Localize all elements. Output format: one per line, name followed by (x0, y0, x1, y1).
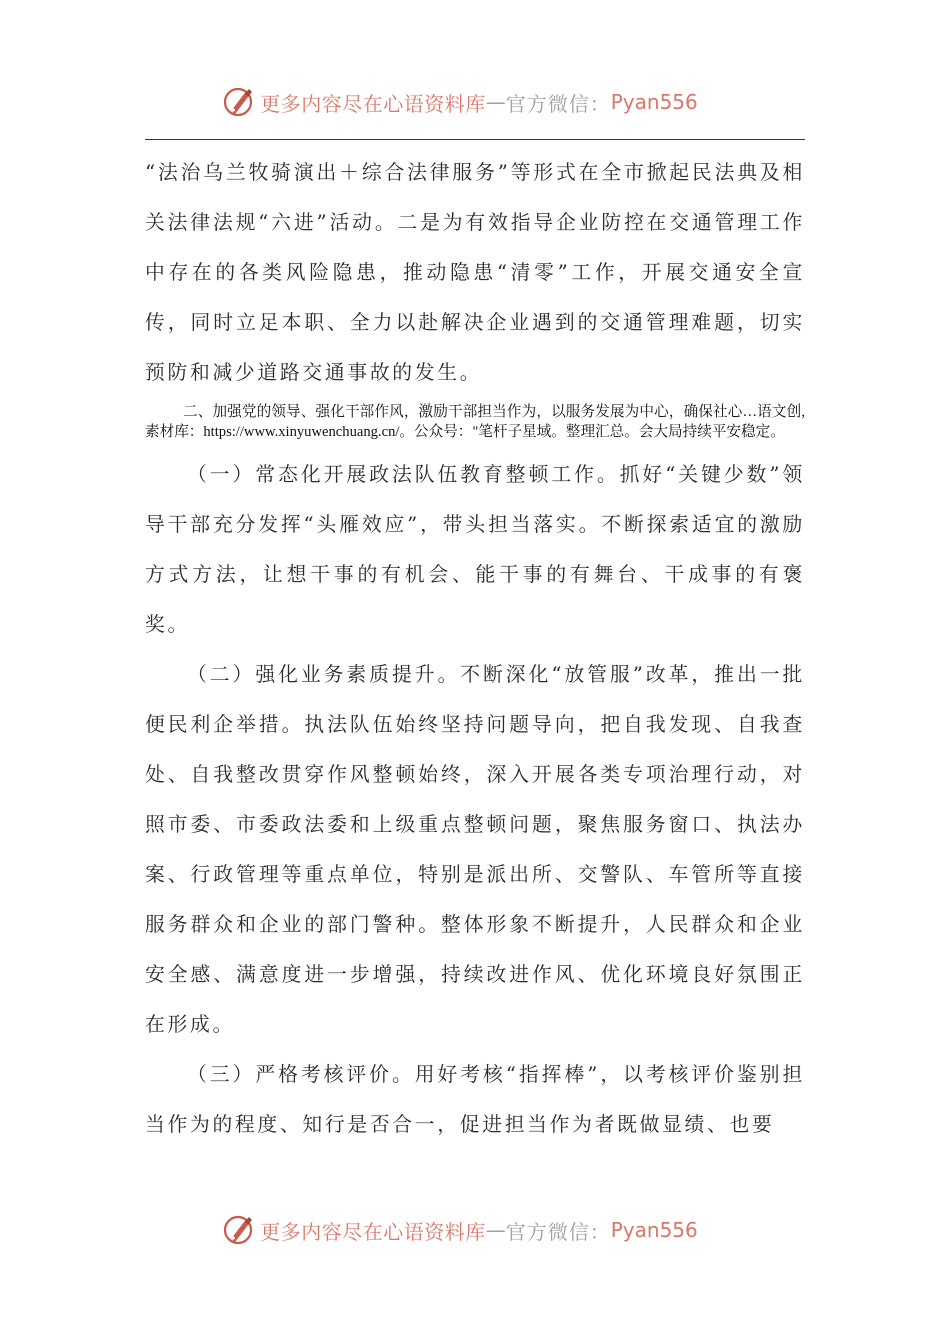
document-body (145, 148, 805, 1150)
header-contact-label: 官方微信： (505, 91, 611, 116)
footer-wechat-id: Pyan556 (610, 1218, 698, 1242)
paragraph-section-one: （一）常态化开展政法队伍教育整顿工作。抓好“关键少数”领导干部充分发挥“头雁效应”，带头担当落实。不断探索适宜的激励方式方法，让想干事的有机会、能干事的有舞台、干成事的有褒奖。 (145, 463, 805, 636)
footer-brand-text: 更多内容尽在心语资料库 (260, 1219, 486, 1244)
footer-separator: — (485, 1218, 506, 1242)
pen-logo-icon (222, 1213, 256, 1247)
header-rule (145, 139, 805, 140)
header-wechat-id: Pyan556 (610, 90, 698, 114)
paragraph-traffic-safety: “法治乌兰牧骑演出＋综合法律服务”等形式在全市掀起民法典及相关法律法规“六进”活动。二是为有效指导企业防控在交通管理工作中存在的各类风险隐患，推动隐患“清零”工作，开展交通安全宣传，同时立足本职、全力以赴解决企业遇到的交通管理难题，切实预防和减少道路交通事故的发生。 (145, 161, 805, 384)
header-brand-text: 更多内容尽在心语资料库 (260, 91, 486, 116)
pen-logo-icon (222, 85, 256, 119)
footer-contact-label: 官方微信： (505, 1219, 611, 1244)
header-banner (0, 82, 950, 122)
footer-banner (0, 1210, 950, 1250)
paragraph-section-two: （二）强化业务素质提升。不断深化“放管服”改革，推出一批便民利企举措。执法队伍始终坚持问题导向，把自我发现、自我查处、自我整改贯穿作风整顿始终，深入开展各类专项治理行动，对照市委、市委政法委和上级重点整顿问题，聚焦服务窗口、执法办案、行政管理等重点单位，特别是派出所、交警队、车管所等直接服务群众和企业的部门警种。整体形象不断提升，人民群众和企业安全感、满意度进一步增强，持续改进作风、优化环境良好氛围正在形成。 (145, 663, 805, 1036)
section-two-heading-note: 二、加强党的领导、强化干部作风，激励干部担当作为，以服务发展为中心，确保社心…语文创,素材库：https://www.xinyuwenchuang.cn/。公众号："笔杆子星域。整理汇总。会大局持续平安稳定。 (145, 404, 805, 440)
header-separator: — (485, 90, 506, 114)
paragraph-section-three: （三）严格考核评价。用好考核“指挥棒”，以考核评价鉴别担当作为的程度、知行是否合一，促进担当作为者既做显绩、也要 (145, 1063, 805, 1136)
